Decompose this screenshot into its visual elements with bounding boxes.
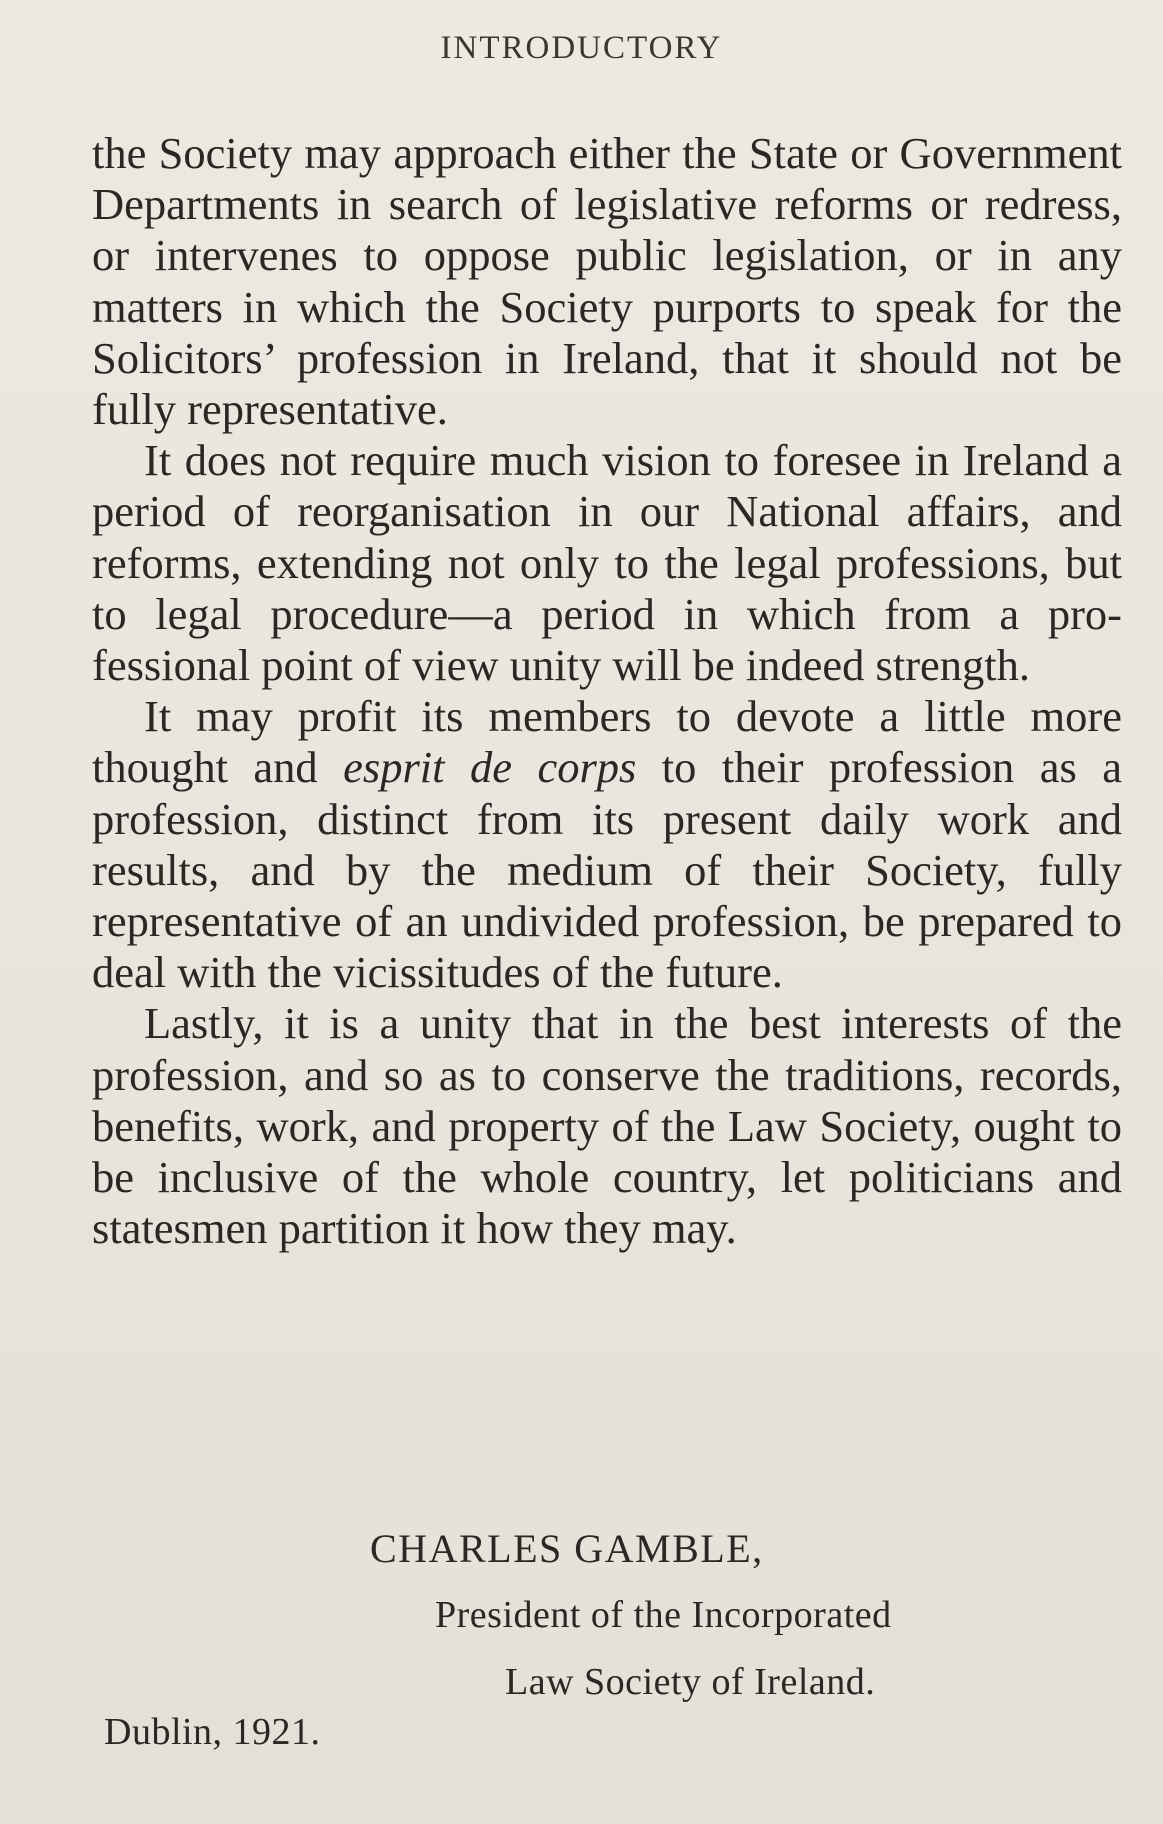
paragraph-3-italic-phrase: esprit de corps — [343, 742, 637, 793]
paragraph-1: the Society may approach either the State or Government Departments in search of legislative reforms or redress, or intervenes to oppose public legislation, or in any matters in which the Society purports to speak for the Solicitors’ profession in Ireland, that it should not be fully representative. — [92, 128, 1122, 435]
signature-title-line-1: President of the Incorporated — [435, 1594, 892, 1636]
running-head: INTRODUCTORY — [440, 30, 723, 66]
signature-name: CHARLES GAMBLE, — [370, 1526, 764, 1571]
paragraph-4: Lastly, it is a unity that in the best interests of the profession, and so as to conserve the traditions, records, benefits, work, and property of the Law Society, ought to be inclusive of the whole country, let politicians and statesmen partition it how they may. — [92, 998, 1122, 1254]
paragraph-2: It does not require much vision to foresee in Ireland a period of reorganisation in our National affairs, and reforms, extending not only to the legal professions, but to legal procedure—a period in which from a professional point of view unity will be indeed strength. — [92, 435, 1122, 691]
body-text — [92, 128, 1122, 1254]
paragraph-3-text-after: to their profession as a profession, distinct from its present daily work and results, and by the medium of their Society, fully representative of an undivided profession, be prepared to deal with the vicissitudes of the future. — [92, 742, 1122, 998]
paragraph-3-text-before: It may profit its members to devote a little more thought and — [92, 691, 1122, 793]
place-and-date: Dublin, 1921. — [104, 1711, 321, 1753]
paragraph-3 — [92, 691, 1122, 998]
signature-title-line-2: Law Society of Ireland. — [505, 1661, 876, 1703]
